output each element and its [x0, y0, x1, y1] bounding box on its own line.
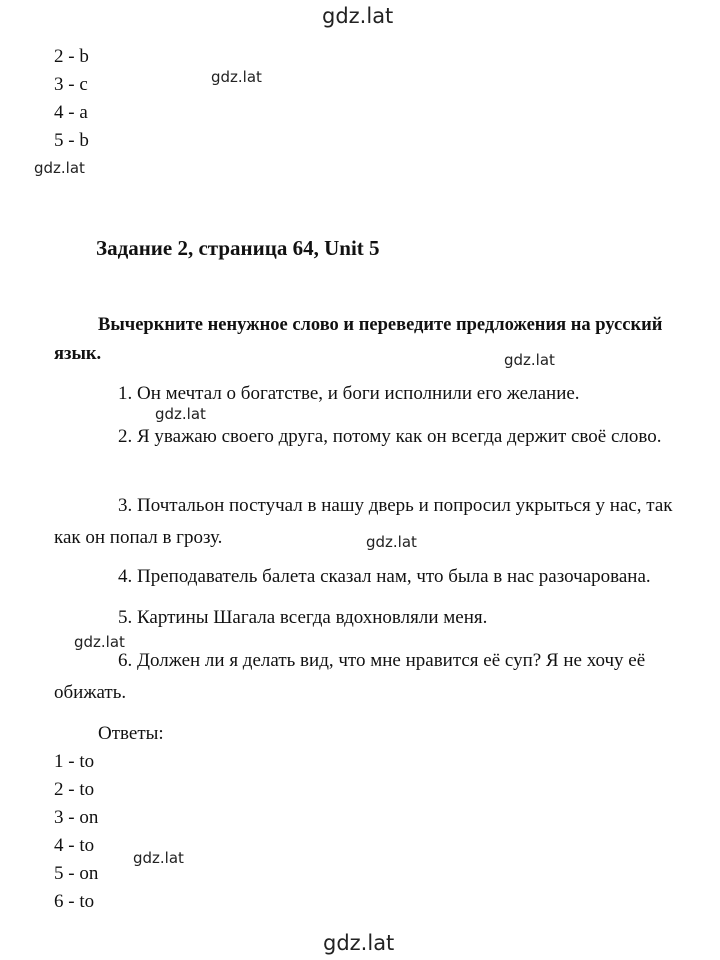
sentence-3: 3. Почтальон постучал в нашу дверь и попросил укрыться у нас, так как он попал в грозу.: [54, 495, 673, 548]
watermark: gdz.lat: [504, 351, 555, 369]
watermark: gdz.lat: [155, 405, 206, 423]
sentence-4: 4. Преподаватель балета сказал нам, что была в нас разочарована.: [118, 566, 651, 587]
prev-answer-item: 5 - b: [54, 130, 89, 151]
watermark: gdz.lat: [74, 633, 125, 651]
answer-item: 4 - to: [54, 835, 95, 856]
prev-answer-item: 3 - c: [54, 74, 88, 95]
task-heading: Задание 2, страница 64, Unit 5: [96, 236, 380, 260]
prev-answer-item: 2 - b: [54, 46, 89, 67]
watermark-bottom: gdz.lat: [323, 931, 395, 955]
prev-answer-item: 4 - a: [54, 102, 88, 123]
answer-item: 2 - to: [54, 779, 95, 800]
sentence-1: 1. Он мечтал о богатстве, и боги исполнили его желание.: [118, 383, 580, 404]
watermark: gdz.lat: [133, 849, 184, 867]
task-instruction: Вычеркните ненужное слово и переведите предложения на русский язык.: [54, 315, 663, 364]
watermark-top: gdz.lat: [322, 4, 394, 28]
answer-item: 5 - on: [54, 863, 99, 884]
answer-item: 1 - to: [54, 751, 95, 772]
answers-label: Ответы:: [98, 723, 164, 744]
watermark: gdz.lat: [211, 68, 262, 86]
answer-item: 3 - on: [54, 807, 99, 828]
sentence-5: 5. Картины Шагала всегда вдохновляли меня.: [118, 607, 488, 628]
answer-item: 6 - to: [54, 891, 95, 912]
sentence-6: 6. Должен ли я делать вид, что мне нравится её суп? Я не хочу её обижать.: [54, 650, 646, 703]
watermark: gdz.lat: [34, 159, 85, 177]
sentence-2: 2. Я уважаю своего друга, потому как он всегда держит своё слово.: [118, 426, 662, 447]
watermark: gdz.lat: [366, 533, 417, 551]
